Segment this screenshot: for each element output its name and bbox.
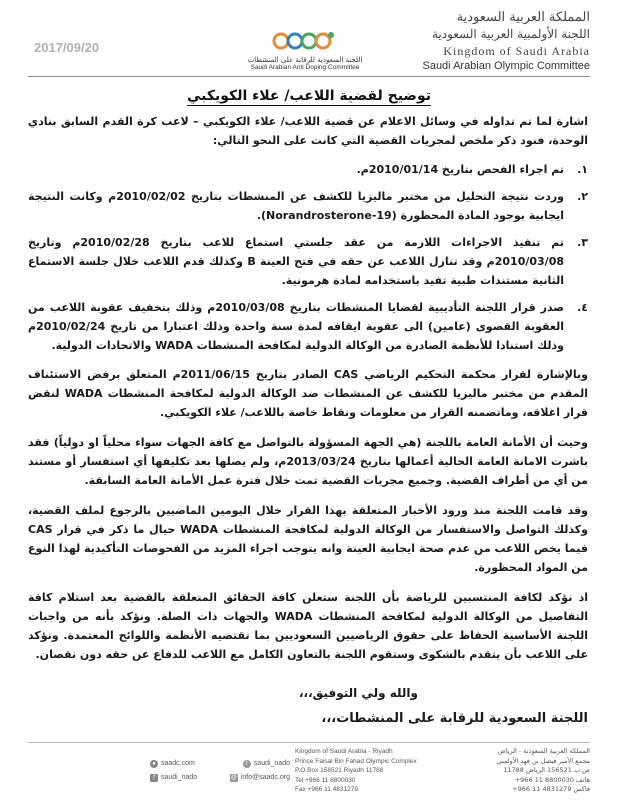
footer-address-ar-line: هاتف 8800030 11 966+ <box>514 775 590 784</box>
globe-icon: ● <box>150 760 158 768</box>
list-item-number: ٢. <box>577 190 588 203</box>
list-item <box>28 298 588 355</box>
document-title-text: توضيح لقضية اللاعب/ علاء الكويكبي <box>187 88 431 104</box>
body-paragraph-wada: وقد قامت اللجنة منذ ورود الأخبار المتعلقة بهذا القرار خلال اليومين الماضيين بالرجوع لملف القضية، وكذلك التواصل والاستفسار من الوكالة الدولية لمكافحة المنشطات WADA حيال ما ذكر في قرار CAS فيما يخص اللاعب من عدم صحة ايجابية العينة وانه يتوجب اجراء المزيد من الفحوصات التأكيدية لهذا النوع من المواد المحظورة. <box>28 504 588 574</box>
kingdom-name-ar: المملكة العربية السعودية <box>456 10 590 25</box>
footer-address-en-line: Kingdom of Saudi Arabia - Riyadh <box>295 748 393 755</box>
footer-address-ar-line: فاكس 4831279 11 966+ <box>512 785 590 793</box>
footer-address-ar-line: مجمع الأمير فيصل بن فهد الأولمبي <box>496 756 590 765</box>
footer-address-en-line: Fax +966 11 4831279 <box>295 786 358 793</box>
footer-address-en-line: Tel +966 11 8800030 <box>295 776 356 784</box>
list-item-text: تم تنفيذ الاجراءات اللازمة من عقد جلستي استماع للاعب بتاريخ 2010/02/28م وتاريخ 2010/03/08م وقد تنازل اللاعب عن حقه في فتح العينة B وكذلك قدم اللاعب خلال جلسة الاستماع الثانية مستندات طبية تفيد باستخدامه لمادة هرمونية. <box>28 236 564 287</box>
list-item-text: وردت نتيجة التحليل من مختبر ماليزيا للكشف عن المنشطات بتاريخ 2010/02/02م وكانت النتيجة ايجابية بوجود المادة المحظورة (19-Norandrosterone). <box>28 190 564 222</box>
facebook-handle[interactable]: saudi_nado <box>161 774 198 781</box>
document-body <box>28 112 588 675</box>
body-paragraph-secretariat: وحيث أن الأمانة العامة باللجنة (هي الجهة المسؤولة بالتواصل مع كافة الجهات سواء محلياً او دولياً) فقد باشرت الامانة العامة الحالية أعمالها بتاريخ 2013/03/24م، ولم يصلها بعد تكليفها أي استفسار أو مستند من أي من أطراف القضية. وجميع مجريات القضية تمت خلال فترة عمل الأمانة العامة السابقة. <box>28 436 588 487</box>
website-link[interactable]: saadc.com <box>161 760 195 767</box>
footer-divider <box>28 742 590 743</box>
body-paragraph-confirmation: اذ نؤكد لكافة المنتسبين للرياضة بأن اللجنة ستعلن كافة الحقائق المتعلقة بالقضية بعد استلام كافة التفاصيل من الوكالة الدولية لمكافحة المنشطات WADA والجهات ذات الصلة. ونؤكد بأنه من واجبات اللجنة الأساسية الحفاظ على حقوق الرياضيين السعوديين بما تقتضيه الأنظمة واللوائح المعتمدة. ونؤكد على اللاعب بأن يتقدم بالشكوى وستقوم اللجنة بالتعاون الكامل مع اللاعب للدفاع عن حقه دون نقصان. <box>28 591 588 661</box>
list-item-text: تم اجراء الفحص بتاريخ 2010/01/14م. <box>356 163 564 176</box>
list-item <box>28 233 588 290</box>
email-contact[interactable] <box>230 771 290 785</box>
olympic-committee-name-en: Saudi Arabian Olympic Committee <box>422 60 590 72</box>
footer-address-en <box>295 747 425 795</box>
document-date: 2017/09/20 <box>34 40 100 55</box>
list-item-text: صدر قرار اللجنة التأديبية لقضايا المنشطات بتاريخ 2010/03/08م وذلك بتخفيف عقوبة اللاعب من العقوبة القصوى (عامين) الى عقوبة ايقافه لمدة سنة واحدة وذلك اعتبارا من تاريخ 2010/02/24م وذلك استنادا للأنظمة الصادرة من الوكالة الدولية لمكافحة المنشطات WADA والاتحادات الدولية. <box>28 301 565 352</box>
footer-address-ar <box>450 747 590 795</box>
signature-line: اللجنة السعودية للرقابة على المنشطات،،، <box>321 711 588 726</box>
anti-doping-logo-block <box>230 30 380 71</box>
list-item-number: ٣. <box>577 236 588 249</box>
list-item <box>28 160 588 179</box>
mail-icon: @ <box>230 775 237 781</box>
facebook-contact[interactable] <box>150 771 197 785</box>
list-item <box>28 187 588 225</box>
twitter-contact[interactable] <box>243 757 290 771</box>
anti-doping-logo-icon <box>270 30 340 52</box>
header-divider <box>28 76 590 77</box>
footer-address-ar-line: المملكة العربية السعودية - الرياض <box>497 747 590 755</box>
closing-line: والله ولي التوفيق،،، <box>298 686 418 700</box>
olympic-committee-block <box>370 10 590 72</box>
website-contact[interactable] <box>150 757 195 771</box>
twitter-icon: t <box>243 760 251 768</box>
footer-address-en-line: Prince Faisal Bin Fahad Olympic Complex <box>295 757 417 765</box>
twitter-handle[interactable]: saudi_nado <box>253 760 290 767</box>
footer-address-en-line: P.O.Box 156521 Riyadh 11788 <box>295 767 384 774</box>
facebook-icon: f <box>150 774 158 782</box>
document-title <box>0 88 618 104</box>
email-link[interactable]: info@saadc.org <box>240 774 290 781</box>
kingdom-name-en: Kingdom of Saudi Arabia <box>443 44 590 58</box>
list-item-number: ١. <box>577 163 588 176</box>
list-item-number: ٤. <box>577 301 588 314</box>
anti-doping-name-ar: اللجنة السعودية للرقابة على المنشطات <box>247 56 363 64</box>
anti-doping-name-en: Saudi Arabian Anti Doping Committee <box>250 64 360 71</box>
body-paragraph-cas: وبالإشارة لقرار محكمة التحكيم الرياضي CAS الصادر بتاريخ 2011/06/15م المتعلق برفض الاستئناف المقدم من مختبر ماليزيا للكشف عن المنشطات ضد الوكالة الدولية لمكافحة المنشطات WADA لنقض قرار اغلاقه، وماتضمنه القرار من معلومات ونقاط خاصة باللاعب/ علاء الكويكبي. <box>28 368 588 419</box>
footer-address-ar-line: ص.ب 156521 الرياض 11788 <box>503 766 590 774</box>
footer-contacts <box>150 757 290 785</box>
intro-paragraph: اشارة لما تم تداوله في وسائل الاعلام عن قضية اللاعب/ علاء الكويكبي – لاعب كرة القدم السابق بنادي الوحدة، فنود ذكر ملخص لمجريات القضية التي كانت على النحو التالي: <box>28 115 588 147</box>
olympic-committee-name-ar: اللجنة الأولمبية العربية السعودية <box>431 27 590 41</box>
